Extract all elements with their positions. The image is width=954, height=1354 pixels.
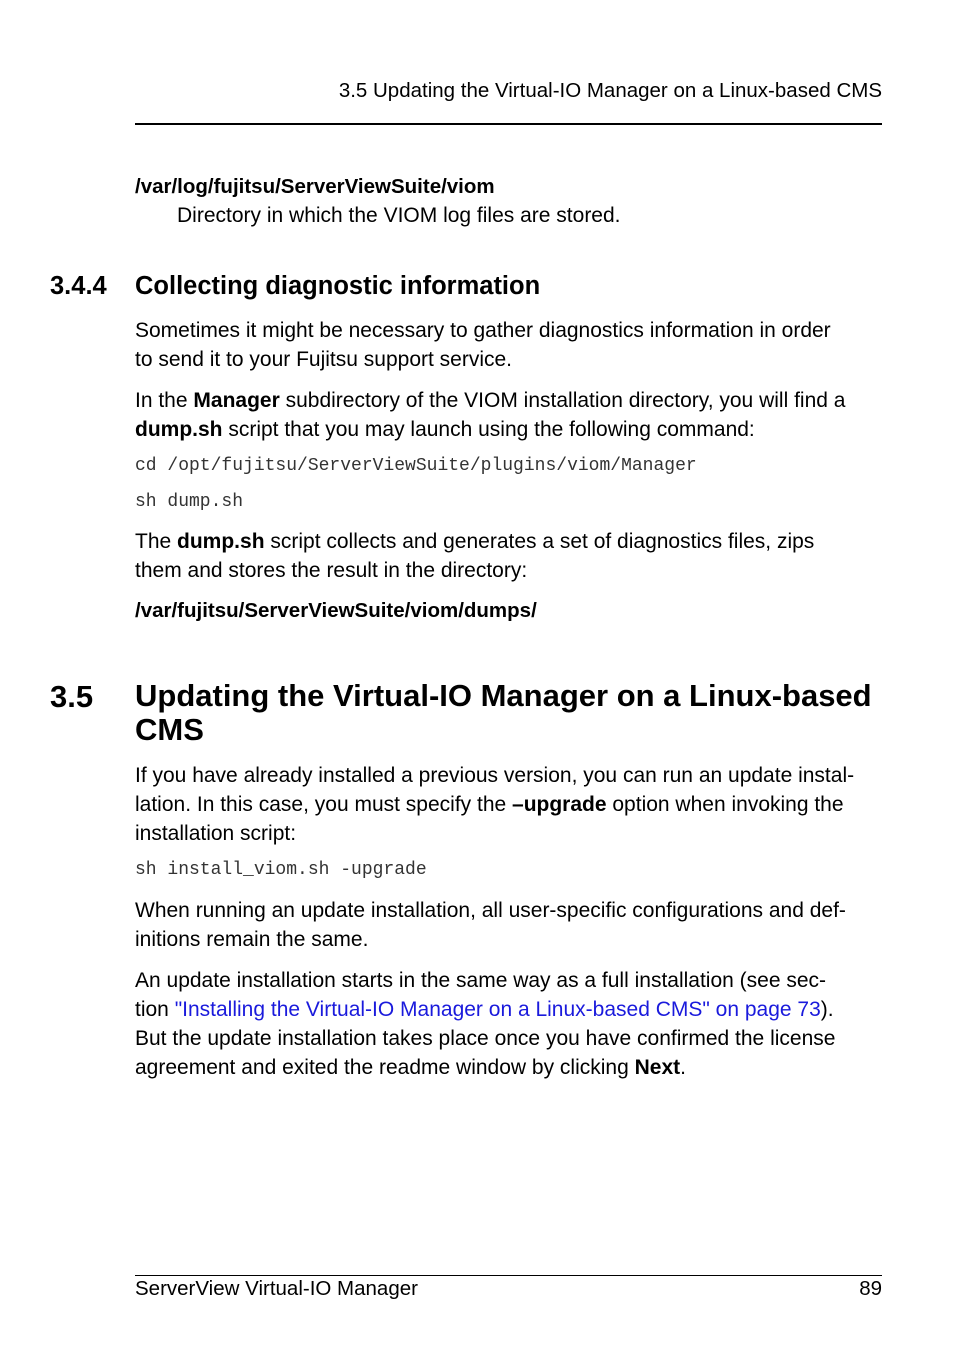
footer-rule	[135, 1275, 882, 1276]
text-run: subdirectory of the VIOM installation directory, you will find a	[279, 389, 846, 412]
text-line: An update installation starts in the same way as a full installation (see sec-	[135, 969, 827, 992]
text-line: If you have already installed a previous version, you can run an update instal-	[135, 764, 855, 787]
upgrade-option-term: –upgrade	[512, 793, 607, 816]
text-run: script collects and generates a set of diagnostics files, zips	[264, 530, 815, 553]
text-run: ).	[820, 998, 834, 1021]
next-button-term: Next	[634, 1056, 681, 1079]
footer-title: ServerView Virtual-IO Manager	[135, 1277, 418, 1300]
text-line	[135, 1053, 885, 1082]
page-number: 89	[859, 1277, 882, 1300]
text-run: .	[680, 1056, 686, 1079]
section-3-4-4-title: Collecting diagnostic information	[135, 272, 541, 300]
running-head: 3.5 Updating the Virtual-IO Manager on a Linux-based CMS	[338, 79, 882, 102]
manager-dir-paragraph	[135, 386, 885, 444]
text-run: The	[135, 530, 178, 553]
text-line	[135, 415, 885, 444]
text-line: initions remain the same.	[135, 928, 369, 951]
manager-term: Manager	[193, 389, 280, 412]
code-install-upgrade: sh install_viom.sh -upgrade	[135, 860, 427, 880]
text-line: to send it to your Fujitsu support service.	[135, 348, 513, 371]
text-run: option when invoking the	[606, 793, 844, 816]
section-3-5-number: 3.5	[50, 679, 94, 714]
text-run: tion	[135, 998, 175, 1021]
title-line: CMS	[135, 712, 204, 747]
text-line	[135, 790, 885, 819]
dump-script-paragraph	[135, 527, 885, 585]
dumps-directory-path: /var/fujitsu/ServerViewSuite/viom/dumps/	[135, 599, 537, 622]
log-directory-path: /var/log/fujitsu/ServerViewSuite/viom	[135, 175, 495, 198]
dump-sh-term: dump.sh	[135, 418, 223, 441]
text-line: When running an update installation, all user-specific configurations and def-	[135, 899, 846, 922]
section-3-4-4-number: 3.4.4	[50, 272, 107, 300]
text-line: Sometimes it might be necessary to gather diagnostics information in order	[135, 319, 831, 342]
text-run: lation. In this case, you must specify the	[135, 793, 513, 816]
upgrade-intro-paragraph	[135, 761, 885, 848]
text-line: them and stores the result in the directory:	[135, 559, 528, 582]
text-line: But the update installation takes place once you have confirmed the license	[135, 1027, 836, 1050]
log-directory-description: Directory in which the VIOM log files are stored.	[177, 204, 621, 227]
header-rule	[135, 123, 882, 125]
title-line: Updating the Virtual-IO Manager on a Linux-based	[135, 678, 872, 713]
text-run: script that you may launch using the following command:	[222, 418, 755, 441]
text-run: In the	[135, 389, 194, 412]
dump-sh-term: dump.sh	[177, 530, 265, 553]
install-section-link[interactable]: "Installing the Virtual-IO Manager on a Linux-based CMS" on page 73	[174, 998, 821, 1021]
text-run: agreement and exited the readme window by clicking	[135, 1056, 635, 1079]
update-process-paragraph	[135, 966, 885, 1082]
code-sh-dump: sh dump.sh	[135, 492, 244, 512]
text-line	[135, 386, 885, 415]
text-line	[135, 995, 885, 1024]
text-line: installation script:	[135, 822, 297, 845]
update-configs-paragraph	[135, 896, 885, 954]
diagnostics-intro-paragraph	[135, 316, 885, 374]
code-cd-manager: cd /opt/fujitsu/ServerViewSuite/plugins/viom/Manager	[135, 456, 697, 476]
section-3-5-title	[135, 679, 895, 747]
text-line	[135, 527, 885, 556]
